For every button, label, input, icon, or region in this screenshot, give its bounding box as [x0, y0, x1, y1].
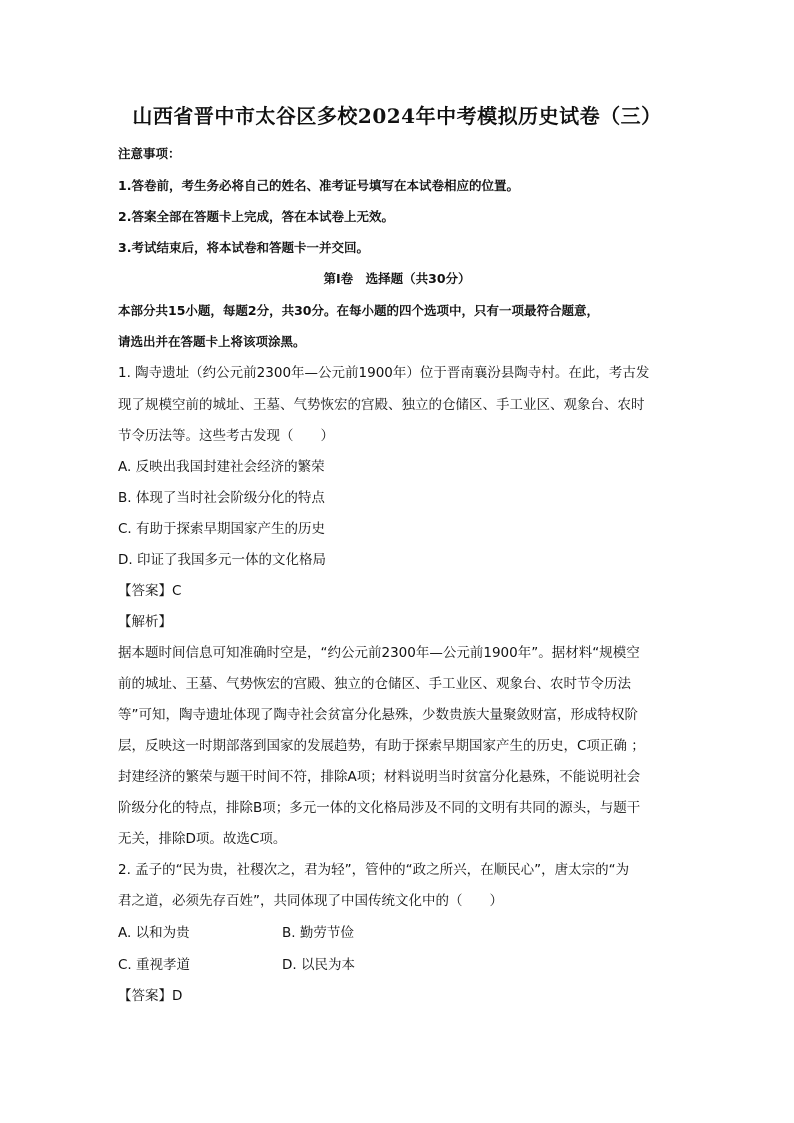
notice-item-3: 3.考试结束后，将本试卷和答题卡一并交回。 — [118, 240, 369, 255]
q1-option-a: A. 反映出我国封建社会经济的繁荣 — [118, 459, 325, 475]
q1-analysis-line-3: 等”可知，陶寺遗址体现了陶寺社会贫富分化悬殊，少数贵族大量聚敛财富，形成特权阶 — [118, 707, 638, 723]
q2-option-c: C. 重视孝道 — [118, 957, 191, 973]
q2-answer: 【答案】D — [118, 988, 183, 1004]
q1-analysis-line-1: 据本题时间信息可知准确时空是，“约公元前2300年—公元前1900年”。据材料“规模空 — [118, 645, 640, 661]
q1-analysis-line-4: 层，反映这一时期部落到国家的发展趋势，有助于探索早期国家产生的历史，C项正确 ； — [118, 738, 645, 754]
q1-stem-line-1: 1. 陶寺遗址（约公元前2300年—公元前1900年）位于晋南襄汾县陶寺村。在此，考古发 — [118, 365, 650, 381]
q1-analysis-line-6: 阶级分化的特点，排除B项；多元一体的文化格局涉及不同的文明有共同的源头，与题干 — [118, 800, 641, 816]
q2-option-d: D. 以民为本 — [282, 957, 355, 973]
exam-title: 山西省晋中市太谷区多校2024年中考模拟历史试卷（三） — [132, 104, 662, 128]
q2-option-a: A. 以和为贵 — [118, 925, 190, 941]
q2-option-b: B. 勤劳节俭 — [282, 925, 354, 941]
notice-heading: 注意事项： — [118, 146, 181, 161]
notice-item-1: 1.答卷前，考生务必将自己的姓名、准考证号填写在本试卷相应的位置。 — [118, 178, 519, 193]
q1-option-d: D. 印证了我国多元一体的文化格局 — [118, 552, 326, 568]
section-intro-line-1: 本部分共15小题，每题2分，共30分。在每小题的四个选项中，只有一项最符合题意， — [118, 303, 599, 318]
q2-option-row-2 — [118, 955, 678, 975]
q1-option-c: C. 有助于探索早期国家产生的历史 — [118, 521, 326, 537]
q1-answer: 【答案】C — [118, 583, 182, 599]
q2-stem-line-1: 2. 孟子的“民为贵，社稷次之，君为轻”，管仲的“政之所兴，在顺民心”，唐太宗的“为 — [118, 862, 630, 878]
q1-option-b: B. 体现了当时社会阶级分化的特点 — [118, 490, 325, 506]
section-heading: 第Ⅰ卷 选择题（共30分） — [323, 271, 471, 286]
q2-stem-line-2: 君之道，必须先存百姓”，共同体现了中国传统文化中的（ ） — [118, 893, 503, 909]
q1-stem-line-3: 节令历法等。这些考古发现（ ） — [118, 428, 334, 444]
section-intro-line-2: 请选出并在答题卡上将该项涂黑。 — [118, 334, 306, 349]
notice-item-2: 2.答案全部在答题卡上完成，答在本试卷上无效。 — [118, 209, 394, 224]
q1-analysis-line-7: 无关，排除D项。故选C项。 — [118, 831, 287, 847]
q1-analysis-line-2: 前的城址、王墓、气势恢宏的宫殿、独立的仓储区、手工业区、观象台、农时节令历法 — [118, 676, 631, 692]
q1-analysis-line-5: 封建经济的繁荣与题干时间不符，排除A项；材料说明当时贫富分化悬殊，不能说明社会 — [118, 769, 641, 785]
q2-option-row-1 — [118, 923, 678, 943]
q1-stem-line-2: 现了规模空前的城址、王墓、气势恢宏的宫殿、独立的仓储区、手工业区、观象台、农时 — [118, 397, 645, 413]
q1-analysis-heading: 【解析】 — [118, 614, 172, 630]
